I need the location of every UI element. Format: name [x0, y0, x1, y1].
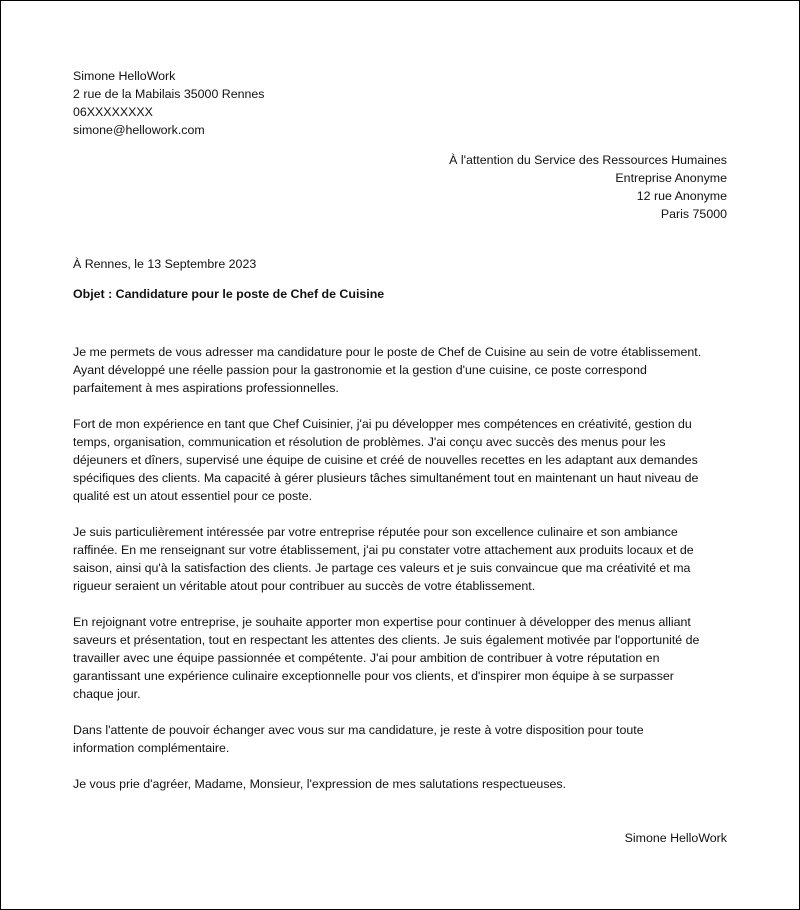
recipient-attention: À l'attention du Service des Ressources Humaines — [449, 153, 727, 167]
body-paragraph — [73, 613, 729, 703]
paragraph-line: chaque jour. — [73, 687, 141, 701]
closing-paragraph — [73, 775, 729, 793]
paragraph-line: temps, organisation, communication et résolution de problèmes. J'ai conçu avec succès des menus pour les — [73, 435, 666, 449]
paragraph-line: Je me permets de vous adresser ma candidature pour le poste de Chef de Cuisine au sein de votre établissement. — [73, 345, 702, 359]
paragraph-line: Fort de mon expérience en tant que Chef Cuisinier, j'ai pu développer mes compétences en créativité, gestion du — [73, 417, 692, 431]
paragraph-line: Je suis particulièrement intéressée par votre entreprise réputée pour son excellence culinaire et son ambiance — [73, 525, 678, 539]
body-paragraph — [73, 523, 729, 595]
paragraph-line: travailler avec une équipe passionnée et compétente. J'ai pour ambition de contribuer à votre réputation en — [73, 651, 660, 665]
paragraph-line: spécifiques des clients. Ma capacité à gérer plusieurs tâches simultanément tout en maintenant un haut niveau de — [73, 471, 699, 485]
paragraph-line: En rejoignant votre entreprise, je souhaite apporter mon expertise pour continuer à développer des menus alliant — [73, 615, 691, 629]
recipient-street: 12 rue Anonyme — [636, 189, 727, 203]
body-paragraph — [73, 343, 729, 397]
recipient-company: Entreprise Anonyme — [615, 171, 727, 185]
paragraph-line: Ayant développé une réelle passion pour la gastronomie et la gestion d'une cuisine, ce poste correspond — [73, 363, 647, 377]
recipient-block — [307, 151, 727, 223]
letter-subject: Objet : Candidature pour le poste de Chef de Cuisine — [73, 287, 385, 301]
letter-body — [73, 343, 729, 811]
paragraph-line: parfaitement à mes aspirations professionnelles. — [73, 381, 339, 395]
paragraph-line: information complémentaire. — [73, 741, 230, 755]
body-paragraph — [73, 721, 729, 757]
paragraph-line: raffinée. En me renseignant sur votre établissement, j'ai pu constater votre attachement aux produits locaux et de — [73, 543, 694, 557]
paragraph-line: Dans l'attente de pouvoir échanger avec vous sur ma candidature, je reste à votre disposition pour toute — [73, 723, 644, 737]
sender-name: Simone HelloWork — [73, 69, 176, 83]
paragraph-line: saison, ainsi qu'à la satisfaction des clients. Je partage ces valeurs et je suis convaincue que ma créativité et ma — [73, 561, 691, 575]
paragraph-line: saveurs et présentation, tout en respectant les attentes des clients. Je suis également motivée par l'opportunité de — [73, 633, 700, 647]
recipient-city: Paris 75000 — [660, 207, 727, 221]
date-line: À Rennes, le 13 Septembre 2023 — [73, 257, 257, 271]
paragraph-line: Je vous prie d'agréer, Madame, Monsieur, l'expression de mes salutations respectueuses. — [73, 777, 567, 791]
paragraph-line: garantissant une expérience culinaire exceptionnelle pour vos clients, et d'inspirer mon équipe à se surpasser — [73, 669, 674, 683]
sender-address: 2 rue de la Mabilais 35000 Rennes — [73, 87, 265, 101]
sender-block — [73, 67, 473, 139]
sender-phone: 06XXXXXXXX — [73, 105, 153, 119]
body-paragraph — [73, 415, 729, 505]
paragraph-line: qualité est un atout essentiel pour ce poste. — [73, 489, 313, 503]
paragraph-line: rigueur seraient un véritable atout pour contribuer au succès de votre établissement. — [73, 579, 536, 593]
signature: Simone HelloWork — [624, 831, 727, 845]
sender-email: simone@hellowork.com — [73, 123, 205, 137]
paragraph-line: déjeuners et dîners, supervisé une équipe de cuisine et créé de nouvelles recettes en les adaptant aux demandes — [73, 453, 698, 467]
